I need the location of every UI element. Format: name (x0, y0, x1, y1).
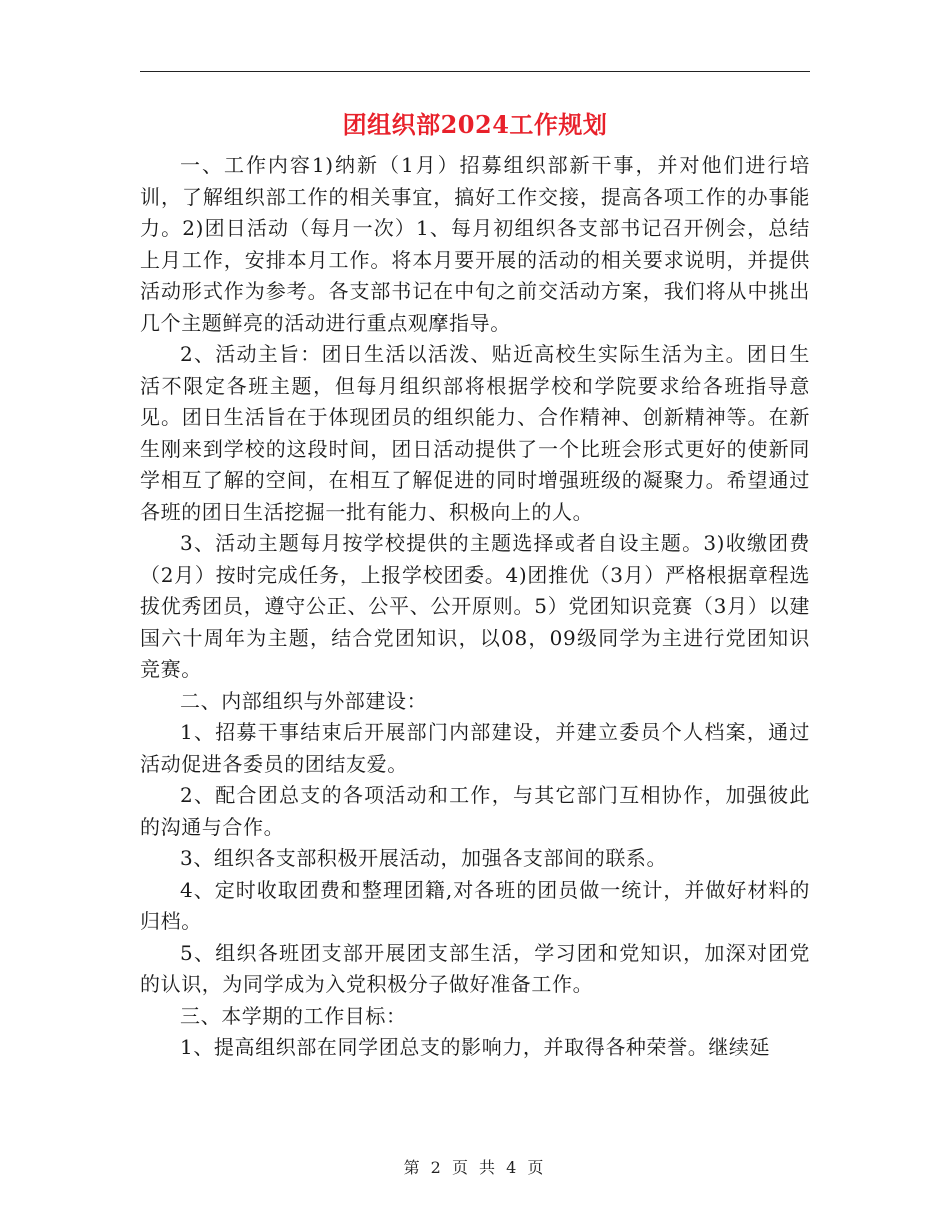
paragraph: 4、定时收取团费和整理团籍,对各班的团员做一统计，并做好材料的归档。 (140, 877, 810, 933)
section-heading: 三、本学期的工作目标： (180, 1003, 407, 1028)
paragraph: 1、提高组织部在同学团总支的影响力，并取得各种荣誉。继续延 (180, 1035, 771, 1059)
document-title: 团组织部2024工作规划 (342, 110, 608, 139)
header-rule (140, 71, 810, 72)
paragraph: 3、组织各支部积极开展活动，加强各支部间的联系。 (180, 846, 668, 870)
paragraph: 一、工作内容1)纳新（1月）招募组织部新干事，并对他们进行培训，了解组织部工作的相关事宜，搞好工作交接，提高各项工作的办事能力。2)团日活动（每月一次）1、每月初组织各支部书记召开例会，总结上月工作，安排本月工作。将本月要开展的活动的相关要求说明，并提供活动形式作为参考。各支部书记在中旬之前交活动方案，我们将从中挑出几个主题鲜亮的活动进行重点观摩指导。 (140, 153, 810, 335)
paragraph: 2、活动主旨：团日生活以活泼、贴近高校生实际生活为主。团日生活不限定各班主题，但每月组织部将根据学校和学院要求给各班指导意见。团日生活旨在于体现团员的组织能力、合作精神、创新精神等。在新生刚来到学校的这段时间，团日活动提供了一个比班会形式更好的使新同学相互了解的空间，在相互了解促进的同时增强班级的凝聚力。希望通过各班的团日生活挖掘一批有能力、积极向上的人。 (140, 342, 810, 524)
section-heading: 二、内部组织与外部建设： (180, 688, 428, 713)
paragraph: 5、组织各班团支部开展团支部生活，学习团和党知识，加深对团党的认识，为同学成为入党积极分子做好准备工作。 (140, 940, 810, 996)
paragraph: 3、活动主题每月按学校提供的主题选择或者自设主题。3)收缴团费（2月）按时完成任务，上报学校团委。4)团推优（3月）严格根据章程选拔优秀团员，遵守公正、公平、公开原则。5）党团知识竞赛（3月）以建国六十周年为主题，结合党团知识，以08，09级同学为主进行党团知识竞赛。 (140, 531, 810, 681)
page-number: 第 2 页 共 4 页 (403, 1158, 547, 1177)
document-body (140, 150, 810, 1064)
paragraph: 2、配合团总支的各项活动和工作，与其它部门互相协作，加强彼此的沟通与合作。 (140, 783, 810, 839)
paragraph: 1、招募干事结束后开展部门内部建设，并建立委员个人档案，通过活动促进各委员的团结友爱。 (140, 720, 810, 776)
